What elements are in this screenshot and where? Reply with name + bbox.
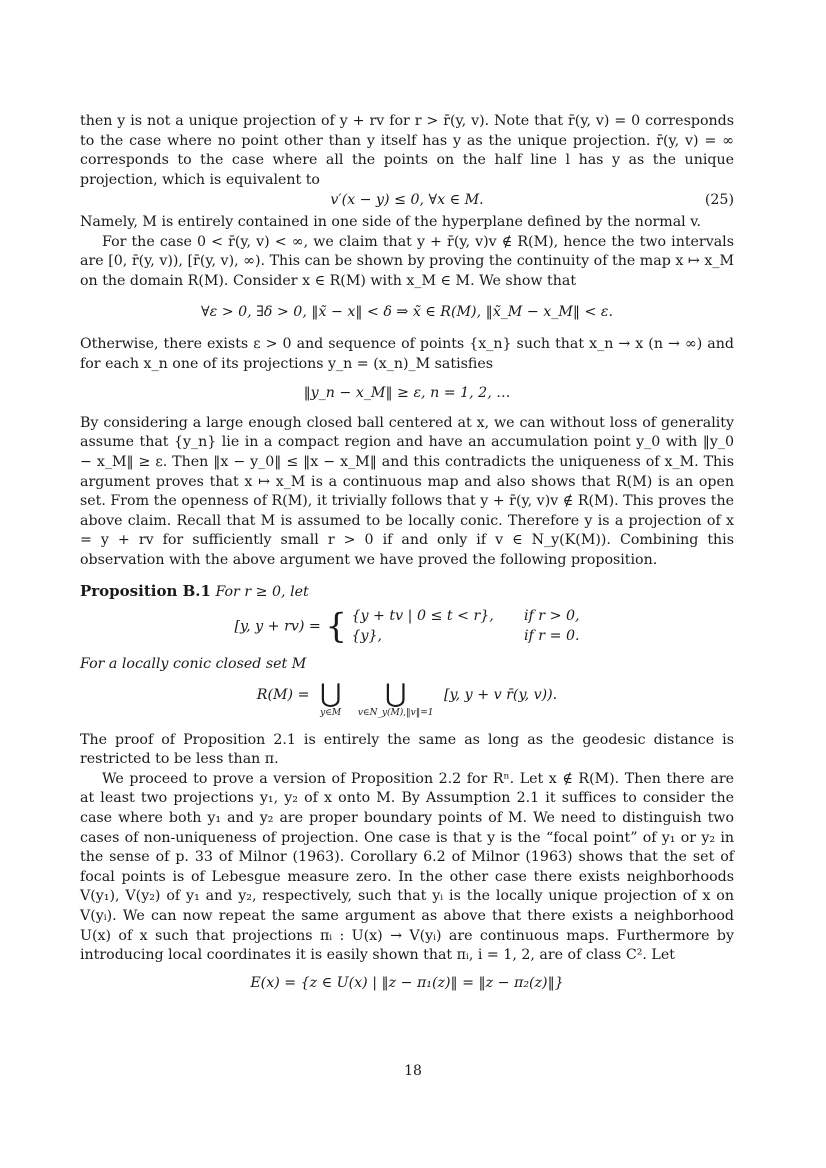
- proposition-b1: [80, 582, 734, 724]
- union-lhs: R(M) =: [256, 686, 310, 703]
- equation-E-body: E(x) = {z ∈ U(x) | ‖z − π₁(z)‖ = ‖z − π₂(z)‖}: [250, 974, 564, 991]
- equation-25-body: v′(x − y) ≤ 0, ∀x ∈ M.: [330, 192, 484, 209]
- proposition-interval-definition: [80, 607, 734, 651]
- union-over-y: [319, 678, 342, 719]
- proposition-middle: For a locally conic closed set M: [80, 656, 307, 673]
- union-1-subscript: y∈M: [320, 707, 342, 718]
- equation-sequence-body: ‖y_n − x_M‖ ≥ ε, n = 1, 2, …: [303, 385, 511, 402]
- union-2-subscript: v∈N_y(M),‖v‖=1: [357, 707, 434, 718]
- union-over-v: [357, 678, 434, 719]
- interval-case-1: {y + tv | 0 ≤ t < r},: [351, 608, 494, 625]
- interval-condition-1: if r > 0,: [524, 608, 580, 625]
- paper-page: [80, 112, 734, 993]
- interval-lhs: [y, y + rv) =: [234, 618, 321, 635]
- proposition-union-equation: [80, 678, 734, 725]
- equation-25: [80, 191, 734, 211]
- interval-cases: [351, 607, 579, 646]
- interval-case-2: {y},: [351, 627, 383, 644]
- paragraph-3: For the case 0 < r̄(y, v) < ∞, we claim that y + r̄(y, v)v ∉ R(M), hence the two intervals are [0, r̄(y, v)), [r̄(y, v), ∞). This can be shown by proving the continuity of the map x ↦ x_M on the domain R(M). Consider x ∈ R(M) with x_M ∈ M. We show that: [80, 233, 734, 289]
- big-union-symbol: ⋃: [319, 678, 342, 709]
- paragraph-6: The proof of Proposition 2.1 is entirely the same as long as the geodesic distance is restricted to be less than π.: [80, 731, 734, 768]
- equation-continuity: [80, 303, 734, 323]
- left-brace: {: [325, 606, 347, 647]
- interval-condition-2: if r = 0.: [524, 627, 580, 644]
- paragraph-2: Namely, M is entirely contained in one side of the hyperplane defined by the normal v.: [80, 213, 702, 230]
- paragraph-5: By considering a large enough closed ball centered at x, we can without loss of generality assume that {y_n} lie in a compact region and have an accumulation point y_0 with ‖y_0 − x_M‖ ≥ ε. Then ‖x − y_0‖ ≤ ‖x − x_M‖ and this contradicts the uniqueness of x_M. This argument proves that x ↦ x_M is a continuous map and also shows that R(M) is an open set. From the openness of R(M), it trivially follows that y + r̄(y, v)v ∉ R(M). This proves the above claim. Recall that M is assumed to be locally conic. Therefore y is a projection of x = y + rv for sufficiently small r > 0 if and only if v ∈ N_y(K(M)). Combining this observation with the above argument we have proved the following proposition.: [80, 414, 734, 568]
- equation-25-number: (25): [704, 192, 734, 209]
- paragraph-4: Otherwise, there exists ε > 0 and sequence of points {x_n} such that x_n → x (n → ∞) and for each x_n one of its projections y_n = (x_n)_M satisfies: [80, 335, 734, 372]
- equation-sequence: [80, 384, 734, 404]
- paragraph-1: then y is not a unique projection of y + rv for r > r̄(y, v). Note that r̄(y, v) = 0 corresponds to the case where no point other than y itself has y as the unique projection. r̄(y, v) = ∞ corresponds to the case where all the points on the half line l has y as the unique projection, which is equivalent to: [80, 113, 734, 188]
- paragraph-7: We proceed to prove a version of Proposition 2.2 for Rⁿ. Let x ∉ R(M). Then there are at least two projections y₁, y₂ of x onto M. By Assumption 2.1 it suffices to consider the case where both y₁ and y₂ are proper boundary points of M. We need to distinguish two cases of non-uniqueness of projection. One case is that y is the “focal point” of y₁ or y₂ in the sense of p. 33 of Milnor (1963). Corollary 6.2 of Milnor (1963) shows that the set of focal points is of Lebesgue measure zero. In the other case there exists neighborhoods V(y₁), V(y₂) of y₁ and y₂, respectively, such that yᵢ is the locally unique projection of x on V(yᵢ). We can now repeat the same argument as above that there exists a neighborhood U(x) of x such that projections πᵢ : U(x) → V(yᵢ) are continuous maps. Furthermore by introducing local coordinates it is easily shown that πᵢ, i = 1, 2, are of class C². Let: [80, 770, 734, 964]
- proposition-intro: For r ≥ 0, let: [215, 584, 309, 601]
- union-rhs: [y, y + v r̄(y, v)).: [444, 686, 558, 703]
- proposition-title: Proposition B.1: [80, 582, 211, 601]
- equation-continuity-body: ∀ε > 0, ∃δ > 0, ‖x̃ − x‖ < δ ⇒ x̃ ∈ R(M), ‖x̃_M − x_M‖ < ε.: [201, 304, 613, 321]
- equation-E: [80, 974, 734, 994]
- big-union-symbol: ⋃: [384, 678, 407, 709]
- page-number: 18: [404, 1063, 422, 1079]
